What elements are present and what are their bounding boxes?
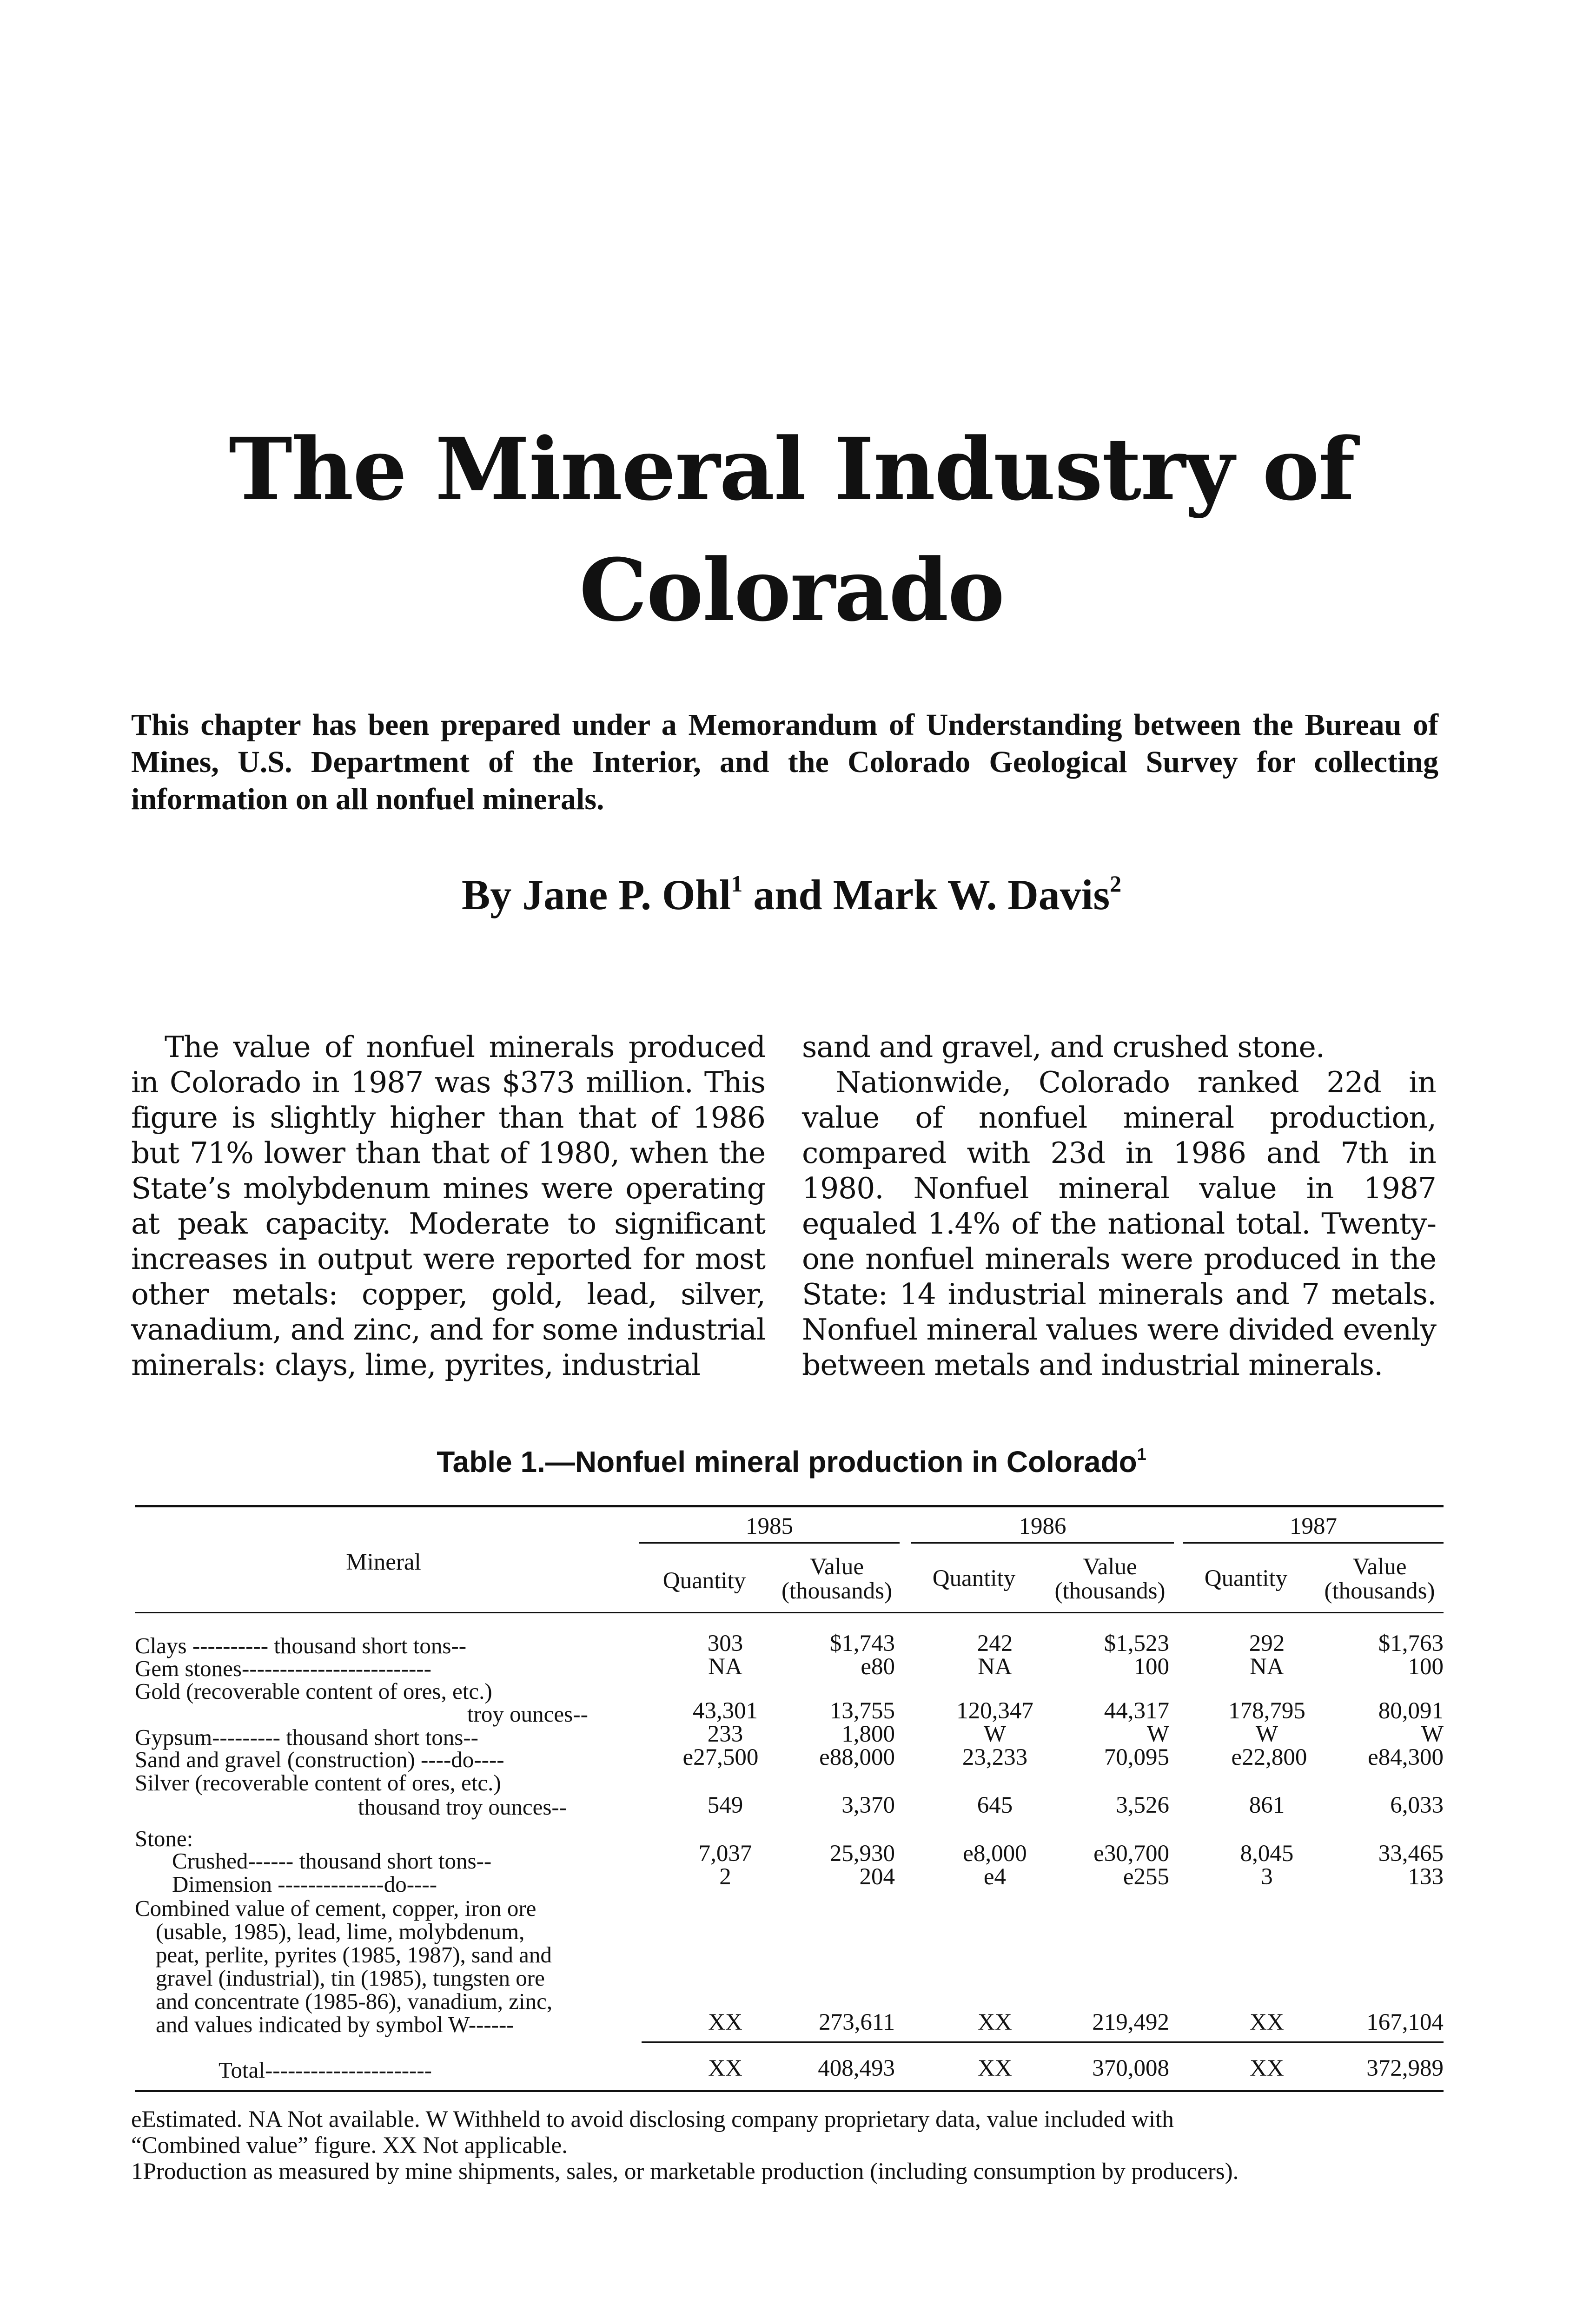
total-upper-rule (642, 2041, 1444, 2043)
cell-dimension-q1987: 3 (1261, 1864, 1273, 1890)
footnote-line-1: eEstimated. NA Not available. W Withheld to avoid disclosing company proprietary data, value included with (131, 2106, 1174, 2133)
header-value-1985-line1: Value (809, 1554, 864, 1580)
cell-combined-v1987: 167,104 (1366, 2009, 1444, 2035)
year-rule-1987 (1183, 1542, 1444, 1544)
table-footnotes (131, 2106, 1442, 2185)
cell-total-v1986: 370,008 (1092, 2055, 1169, 2081)
body-column-right (802, 1030, 1436, 1383)
cell-crushed-v1987: 33,465 (1378, 1841, 1444, 1867)
table-title-text: Table 1.—Nonfuel mineral production in Colorado (437, 1445, 1137, 1479)
cell-gypsum-v1985: 1,800 (841, 1721, 895, 1747)
table-top-rule (135, 1505, 1444, 1507)
memorandum-note: This chapter has been prepared under a Memorandum of Understanding between the Bureau of Mines, U.S. Department of the Interior, and the Colorado Geological Survey for collecting information on all nonfuel minerals. (131, 708, 1438, 816)
byline-author2: and Mark W. Davis (742, 871, 1110, 918)
cell-gypsum-v1987: W (1421, 1721, 1444, 1747)
cell-crushed-q1985: 7,037 (698, 1841, 752, 1867)
cell-gem-v1985: e80 (861, 1654, 895, 1680)
byline-note2: 2 (1110, 871, 1122, 897)
row-label-gypsum: Gypsum--------- thousand short tons-- (135, 1724, 478, 1750)
cell-crushed-v1986: e30,700 (1093, 1841, 1169, 1867)
cell-gem-q1987: NA (1250, 1654, 1284, 1680)
cell-dimension-v1985: 204 (859, 1864, 895, 1890)
cell-total-q1986: XX (978, 2055, 1012, 2081)
cell-silver-v1987: 6,033 (1390, 1792, 1444, 1818)
cell-clays-v1987: $1,763 (1378, 1631, 1444, 1657)
cell-crushed-v1985: 25,930 (829, 1841, 895, 1867)
byline-note1: 1 (731, 871, 743, 897)
chapter-title (0, 409, 1583, 651)
table-bottom-rule (135, 2090, 1444, 2092)
header-year-1985: 1985 (746, 1513, 793, 1539)
row-label-combined-6: and values indicated by symbol W------ (156, 2012, 514, 2037)
chapter-title-line2: Colorado (579, 540, 1004, 640)
byline-author1: By Jane P. Ohl (461, 871, 731, 918)
cell-sand-v1985: e88,000 (819, 1744, 895, 1770)
cell-combined-q1985: XX (708, 2009, 742, 2035)
paragraph-1-continued: sand and gravel, and crushed stone. (802, 1030, 1325, 1064)
row-label-silver-2: thousand troy ounces-- (358, 1794, 567, 1820)
byline (0, 869, 1583, 920)
cell-combined-v1985: 273,611 (819, 2009, 895, 2035)
header-value-1987-line1: Value (1352, 1554, 1407, 1580)
cell-crushed-q1986: e8,000 (963, 1841, 1027, 1867)
row-label-sand-gravel: Sand and gravel (construction) ----do---- (135, 1747, 504, 1772)
cell-gypsum-q1985: 233 (707, 1721, 743, 1747)
cell-gold-q1987: 178,795 (1228, 1698, 1305, 1724)
cell-gem-q1985: NA (708, 1654, 742, 1680)
header-quantity-1987: Quantity (1204, 1565, 1288, 1591)
cell-gold-v1986: 44,317 (1104, 1698, 1169, 1724)
cell-gem-v1986: 100 (1133, 1654, 1169, 1680)
table-title-note: 1 (1137, 1445, 1146, 1464)
row-label-gold-1: Gold (recoverable content of ores, etc.) (135, 1678, 492, 1704)
cell-dimension-v1987: 133 (1408, 1864, 1444, 1890)
cell-clays-v1986: $1,523 (1104, 1631, 1169, 1657)
cell-total-q1987: XX (1250, 2055, 1284, 2081)
year-rule-1986 (911, 1542, 1174, 1544)
row-label-dimension: Dimension --------------do---- (172, 1871, 437, 1897)
row-label-gem-stones: Gem stones------------------------- (135, 1656, 431, 1681)
cell-gold-q1986: 120,347 (956, 1698, 1033, 1724)
header-value-1986-line2: (thousands) (1054, 1578, 1166, 1604)
cell-silver-q1987: 861 (1249, 1792, 1285, 1818)
cell-gypsum-q1987: W (1255, 1721, 1278, 1747)
row-label-combined-5: and concentrate (1985-86), vanadium, zinc, (156, 1988, 553, 2014)
cell-total-q1985: XX (708, 2055, 742, 2081)
cell-gold-q1985: 43,301 (692, 1698, 758, 1724)
header-value-1987-line2: (thousands) (1324, 1578, 1435, 1604)
row-label-silver-1: Silver (recoverable content of ores, etc.) (135, 1770, 501, 1796)
row-label-clays: Clays ---------- thousand short tons-- (135, 1633, 467, 1658)
cell-sand-q1987: e22,800 (1231, 1744, 1307, 1770)
chapter-title-line1: The Mineral Industry of (228, 419, 1355, 520)
cell-total-v1985: 408,493 (818, 2055, 895, 2081)
row-label-stone: Stone: (135, 1826, 193, 1851)
header-value-1987 (1311, 1555, 1448, 1603)
cell-gypsum-q1986: W (983, 1721, 1007, 1747)
row-label-total: Total---------------------- (219, 2057, 432, 2083)
footnote-line-3: 1Production as measured by mine shipments, sales, or marketable production (including consumption by producers). (131, 2159, 1239, 2185)
cell-gem-q1986: NA (978, 1654, 1012, 1680)
cell-dimension-q1985: 2 (719, 1864, 731, 1890)
header-value-1985 (767, 1555, 907, 1603)
cell-sand-v1987: e84,300 (1368, 1744, 1444, 1770)
cell-sand-q1986: 23,233 (962, 1744, 1028, 1770)
row-label-combined-1: Combined value of cement, copper, iron ore (135, 1895, 536, 1921)
row-label-gold-2: troy ounces-- (467, 1701, 588, 1727)
cell-silver-q1985: 549 (707, 1792, 743, 1818)
cell-gem-v1987: 100 (1408, 1654, 1444, 1680)
header-value-1985-line2: (thousands) (782, 1578, 892, 1604)
cell-dimension-v1986: e255 (1123, 1864, 1169, 1890)
row-label-combined-4: gravel (industrial), tin (1985), tungsten ore (156, 1965, 545, 1991)
cell-combined-v1986: 219,492 (1092, 2009, 1169, 2035)
header-value-1986-line1: Value (1083, 1554, 1137, 1580)
cell-clays-q1986: 242 (977, 1631, 1013, 1657)
header-value-1986 (1039, 1555, 1181, 1603)
header-year-1986: 1986 (1019, 1513, 1066, 1539)
row-label-combined-3: peat, perlite, pyrites (1985, 1987), sand and (156, 1942, 552, 1967)
year-rule-1985 (639, 1542, 900, 1544)
cell-dimension-q1986: e4 (983, 1864, 1007, 1890)
cell-silver-q1986: 645 (977, 1792, 1013, 1818)
cell-sand-v1986: 70,095 (1104, 1744, 1169, 1770)
table-title (0, 1443, 1583, 1480)
footnote-line-2: “Combined value” figure. XX Not applicable. (131, 2133, 568, 2159)
cell-combined-q1987: XX (1250, 2009, 1284, 2035)
cell-gold-v1987: 80,091 (1378, 1698, 1444, 1724)
row-label-crushed: Crushed------ thousand short tons-- (172, 1848, 492, 1874)
header-year-1987: 1987 (1290, 1513, 1337, 1539)
header-mineral: Mineral (346, 1549, 421, 1575)
cell-gypsum-v1986: W (1146, 1721, 1169, 1747)
header-quantity-1985: Quantity (662, 1568, 746, 1594)
cell-combined-q1986: XX (978, 2009, 1012, 2035)
cell-clays-q1987: 292 (1249, 1631, 1285, 1657)
cell-clays-q1985: 303 (707, 1631, 743, 1657)
cell-silver-v1986: 3,526 (1116, 1792, 1169, 1818)
header-quantity-1986: Quantity (932, 1565, 1016, 1591)
cell-crushed-q1987: 8,045 (1240, 1841, 1294, 1867)
cell-sand-q1985: e27,500 (682, 1744, 759, 1770)
cell-clays-v1985: $1,743 (829, 1631, 895, 1657)
paragraph-2: Nationwide, Colorado ranked 22d in value of nonfuel mineral production, compared with 23d in 1986 and 7th in 1980. Nonfuel mineral value in 1987 equaled 1.4% of the national total. Twenty-one nonfuel minerals were produced in the State: 14 industrial minerals and 7 metals. Nonfuel mineral values were divided evenly between metals and industrial minerals. (802, 1065, 1436, 1382)
body-column-left (131, 1030, 765, 1383)
cell-gold-v1985: 13,755 (829, 1698, 895, 1724)
cell-silver-v1985: 3,370 (841, 1792, 895, 1818)
cell-total-v1987: 372,989 (1366, 2055, 1444, 2081)
header-bottom-rule (135, 1612, 1444, 1613)
paragraph-1: The value of nonfuel minerals produced in Colorado in 1987 was $373 million. This figure is slightly higher than that of 1986 but 71% lower than that of 1980, when the State’s molybdenum mines were operating at peak capacity. Moderate to significant increases in output were reported for most other metals: copper, gold, lead, silver, vanadium, and zinc, and for some industrial minerals: clays, lime, pyrites, industrial (131, 1030, 765, 1382)
row-label-combined-2: (usable, 1985), lead, lime, molybdenum, (156, 1919, 525, 1944)
